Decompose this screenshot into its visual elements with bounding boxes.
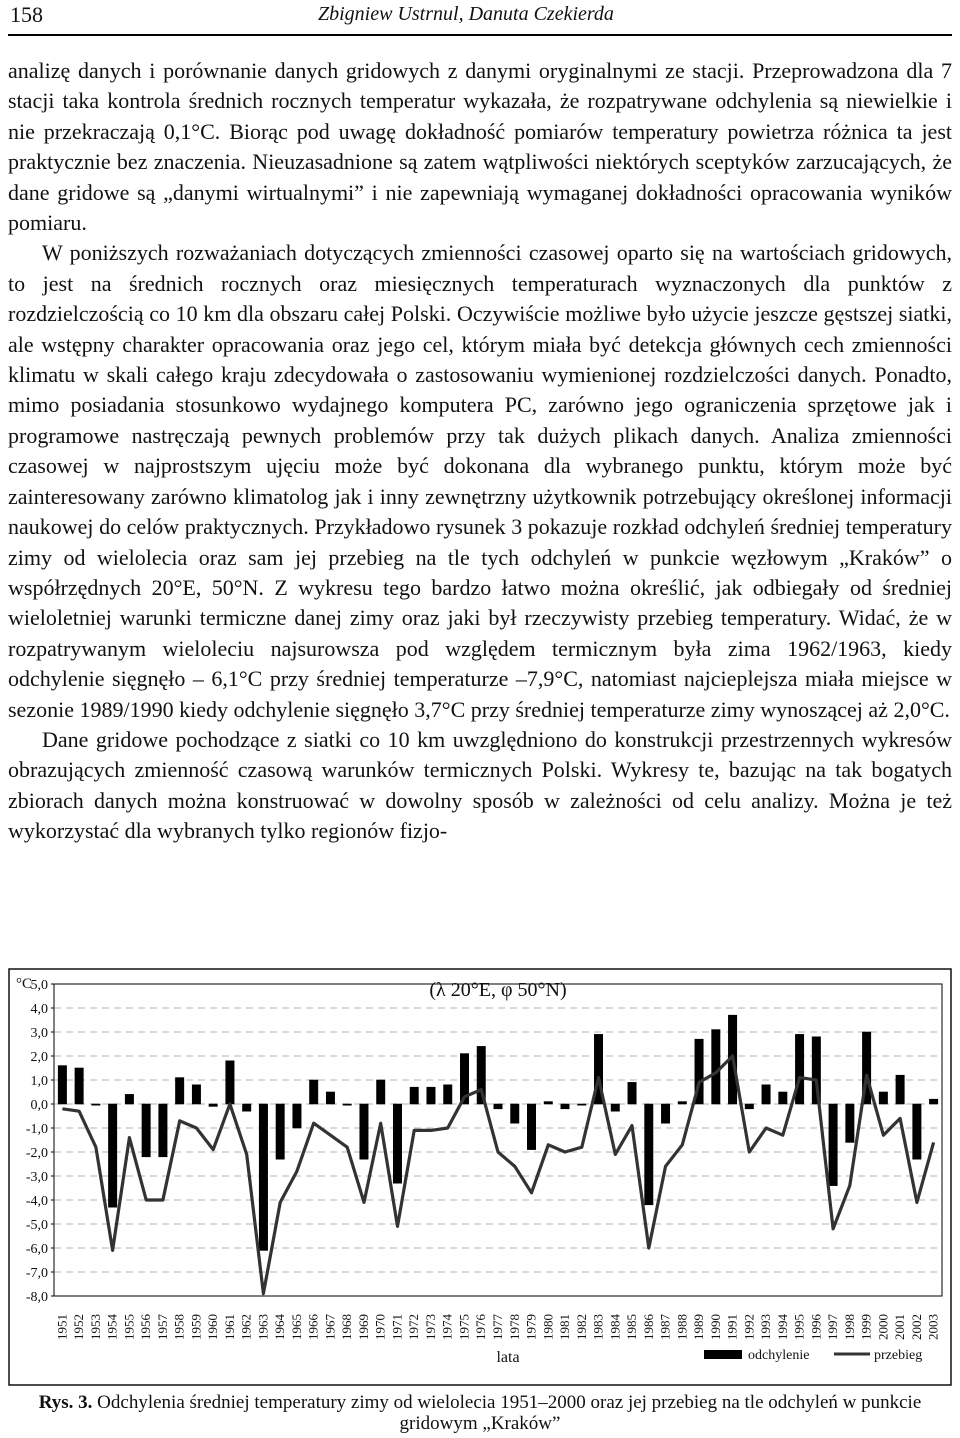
deviation-bar	[259, 1104, 267, 1250]
x-tick-label: 1978	[506, 1314, 522, 1340]
x-tick-label: 2001	[892, 1314, 908, 1340]
deviation-bar	[142, 1104, 150, 1157]
figure-chart	[8, 968, 952, 1386]
paragraph-3: Dane gridowe pochodzące z siatki co 10 km uwzględniono do konstrukcji przestrzennych wykresów obrazujących zmienność czasową warunków termicznych Polski. Wykresy te, bazując na tak bogatych zbiorach danych można konstruować w dowolny sposób w zależności od celu analizy. Można je też wykorzystać dla wybranych tylko regionów fizjo-	[8, 726, 952, 844]
x-tick-label: 1970	[372, 1314, 388, 1340]
x-tick-label: 1989	[691, 1314, 707, 1340]
deviation-bar	[712, 1030, 720, 1104]
caption-label: Rys. 3.	[38, 1392, 93, 1413]
y-tick-label: 1,0	[30, 1074, 48, 1089]
deviation-bar	[58, 1066, 66, 1104]
paragraph-2: W poniższych rozważaniach dotyczących zmienności czasowej oparto się na wartościach gridowych, to jest na średnich rocznych oraz miesięcznych temperaturach wyznaczonych dla punktów z rozdzielczością co 10 km dla obszaru całej Polski. Oczywiście możliwe było użycie jeszcze gęstszej siatki, ale wstępny charakter opracowania oraz jego cel, którym miała być detekcja głównych cech zmienności klimatu w skali całego kraju zdecydowała o zastosowaniu wymienionej rozdzielczości danych. Ponadto, mimo posiadania stosunkowo wydajnego komputera PC, zarówno jego ograniczenia sprzętowe jak i programowe nastręczają pewnych problemów przy tak dużych plikach danych. Analiza zmienności czasowej w najprostszym ujęciu może być dokonana dla wybranego punktu, którym może być zainteresowany zarówno klimatolog jak i inny zewnętrzny użytkownik potrzebujący określonej informacji naukowej do celów praktycznych. Przykładowo rysunek 3 pokazuje rozkład odchyleń średniej temperatury zimy od wielolecia oraz sam jej przebieg na tle tych odchyleń w punkcie węzłowym „Kraków” o współrzędnych 20°E, 50°N. Z wykresu tego bardzo łatwo można określić, jak odbiegały od średniej wieloletniej warunki termiczne danej zimy oraz jaki był rzeczywisty przebieg temperatury. Widać, że w rozpatrywanym wieloleciu najsurowsza pod względem termicznym była zima 1962/1963, kiedy odchylenie sięgnęło – 6,1°C przy średniej temperaturze –7,9°C, natomiast najcieplejsza miała miejsce w sezonie 1989/1990 kiedy odchylenie sięgnęło 3,7°C przy średniej temperaturze zimy wynoszącej aż 2,0°C.	[8, 240, 952, 722]
x-tick-label: 1968	[339, 1314, 355, 1340]
x-tick-label: 1975	[456, 1314, 472, 1340]
x-tick-label: 1981	[557, 1314, 573, 1340]
page-header	[8, 0, 952, 36]
y-tick-label: 4,0	[30, 1002, 48, 1017]
deviation-bar	[343, 1104, 351, 1105]
deviation-bar	[427, 1087, 435, 1104]
x-tick-label: 1974	[439, 1314, 455, 1340]
y-tick-label: 3,0	[30, 1026, 48, 1041]
x-tick-label: 1984	[607, 1314, 623, 1340]
x-tick-label: 1961	[221, 1314, 237, 1340]
deviation-bar	[209, 1104, 217, 1106]
x-tick-label: 1958	[171, 1314, 187, 1340]
deviation-bar	[125, 1094, 133, 1104]
x-tick-label: 1953	[87, 1314, 103, 1340]
x-tick-label: 1976	[473, 1314, 489, 1340]
deviation-bar	[561, 1104, 569, 1109]
deviation-bar	[578, 1104, 586, 1105]
deviation-bar	[896, 1075, 904, 1104]
deviation-bar	[175, 1078, 183, 1104]
deviation-bar	[242, 1104, 250, 1111]
deviation-bar	[310, 1080, 318, 1104]
x-tick-label: 1988	[674, 1314, 690, 1340]
x-tick-label: 1998	[841, 1314, 857, 1340]
deviation-bar	[326, 1092, 334, 1104]
x-tick-label: 1964	[272, 1314, 288, 1340]
x-tick-label: 1983	[590, 1314, 606, 1340]
x-tick-label: 1990	[707, 1314, 723, 1340]
x-tick-label: 1996	[808, 1314, 824, 1340]
y-axis-unit: °C	[16, 976, 33, 992]
x-tick-label: 1955	[121, 1314, 137, 1340]
x-tick-label: 2002	[908, 1314, 924, 1340]
deviation-bar	[611, 1104, 619, 1111]
deviation-bar	[444, 1085, 452, 1104]
x-tick-label: 1959	[188, 1314, 204, 1340]
y-tick-label: 5,0	[30, 978, 48, 993]
legend-bar-swatch	[704, 1350, 742, 1359]
x-tick-label: 1977	[490, 1314, 505, 1340]
x-tick-label: 1982	[573, 1314, 589, 1340]
deviation-bar	[795, 1034, 803, 1104]
deviation-bar	[410, 1087, 418, 1104]
x-tick-label: 1969	[355, 1314, 371, 1340]
x-tick-label: 1956	[138, 1314, 154, 1340]
y-tick-label: -5,0	[25, 1218, 48, 1233]
deviation-bar	[745, 1104, 753, 1109]
x-tick-label: 1957	[154, 1314, 170, 1340]
y-tick-label: -8,0	[25, 1290, 48, 1305]
x-tick-label: 1987	[657, 1314, 673, 1340]
y-tick-label: -4,0	[25, 1194, 48, 1209]
x-tick-label: 1952	[71, 1314, 87, 1340]
x-tick-label: 1986	[640, 1314, 656, 1340]
y-tick-label: -3,0	[25, 1170, 48, 1185]
x-tick-label: 1954	[104, 1314, 120, 1340]
y-tick-label: 0,0	[30, 1098, 48, 1113]
x-tick-label: 1991	[724, 1314, 740, 1340]
x-tick-label: 2003	[925, 1314, 941, 1340]
x-tick-label: 2000	[875, 1314, 891, 1340]
x-tick-label: 1972	[406, 1314, 422, 1340]
deviation-bar	[879, 1092, 887, 1104]
deviation-bar	[494, 1104, 502, 1109]
deviation-bar	[762, 1085, 770, 1104]
deviation-bar	[846, 1104, 854, 1142]
y-tick-label: -7,0	[25, 1266, 48, 1281]
x-tick-label: 1965	[288, 1314, 304, 1340]
deviation-bar	[108, 1104, 116, 1207]
deviation-bar	[645, 1104, 653, 1205]
body-text	[8, 56, 952, 847]
page-number: 158	[10, 2, 43, 27]
deviation-bar	[929, 1099, 937, 1104]
paragraph-1: analizę danych i porównanie danych gridowych z danymi oryginalnymi ze stacji. Przeprowadzona dla 7 stacji taka kontrola średnich rocznych temperatur wykazała, że rozpatrywane odchylenia są niewielkie i nie przekraczają 0,1°C. Biorąc pod uwagę dokładność pomiarów temperatury powietrza różnica ta jest praktycznie bez znaczenia. Nieuzasadnione są zatem wątpliwości niektórych sceptyków zarzucających, że dane gridowe są „danymi wirtualnymi” i nie zapewniają wymaganej dokładności opracowania wyników pomiaru.	[8, 58, 952, 236]
deviation-bar	[527, 1104, 535, 1150]
running-head-authors: Zbigniew Ustrnul, Danuta Czekierda	[318, 3, 614, 25]
caption-text: Odchylenia średniej temperatury zimy od wielolecia 1951–2000 oraz jej przebieg na tle odchyleń w punkcie gridowym „Kraków”	[97, 1392, 922, 1434]
winter-temperature-chart	[8, 968, 952, 1386]
x-tick-label: 1985	[624, 1314, 640, 1340]
deviation-bar	[829, 1104, 837, 1186]
deviation-bar	[360, 1104, 368, 1159]
legend-temperature-label: przebieg	[874, 1348, 923, 1363]
x-tick-label: 1995	[791, 1314, 807, 1340]
x-tick-label: 1980	[540, 1314, 556, 1340]
deviation-bar	[913, 1104, 921, 1159]
x-tick-label: 1992	[741, 1314, 757, 1340]
x-tick-label: 1979	[523, 1314, 539, 1340]
y-tick-label: -1,0	[25, 1122, 48, 1137]
chart-title: (λ 20°E, φ 50°N)	[429, 979, 567, 1001]
x-tick-label: 1962	[238, 1314, 254, 1340]
plot-area	[54, 984, 942, 1296]
legend-deviation-label: odchylenie	[748, 1348, 810, 1363]
deviation-bar	[779, 1092, 787, 1104]
y-tick-label: -6,0	[25, 1242, 48, 1257]
deviation-bar	[92, 1104, 100, 1105]
x-tick-label: 1951	[54, 1314, 70, 1340]
x-tick-label: 1966	[305, 1314, 321, 1340]
deviation-bar	[192, 1085, 200, 1104]
x-tick-label: 1994	[774, 1314, 790, 1340]
y-tick-label: 2,0	[30, 1050, 48, 1065]
x-tick-label: 1973	[422, 1314, 438, 1340]
deviation-bar	[544, 1102, 552, 1104]
deviation-bar	[377, 1080, 385, 1104]
x-axis-label: lata	[496, 1349, 520, 1366]
x-tick-label: 1997	[825, 1314, 841, 1340]
deviation-bar	[678, 1102, 686, 1104]
x-tick-label: 1960	[205, 1314, 221, 1340]
deviation-bar	[393, 1104, 401, 1183]
y-tick-label: -2,0	[25, 1146, 48, 1161]
deviation-bar	[661, 1104, 669, 1123]
x-tick-label: 1993	[758, 1314, 774, 1340]
deviation-bar	[159, 1104, 167, 1157]
deviation-bar	[628, 1082, 636, 1104]
x-tick-label: 1963	[255, 1314, 271, 1340]
deviation-bar	[75, 1068, 83, 1104]
deviation-bar	[293, 1104, 301, 1128]
deviation-bar	[276, 1104, 284, 1159]
deviation-bar	[226, 1061, 234, 1104]
figure-caption	[0, 1392, 960, 1434]
deviation-bar	[511, 1104, 519, 1123]
x-tick-label: 1999	[858, 1314, 874, 1340]
x-tick-label: 1967	[322, 1314, 338, 1340]
x-tick-label: 1971	[389, 1314, 405, 1340]
